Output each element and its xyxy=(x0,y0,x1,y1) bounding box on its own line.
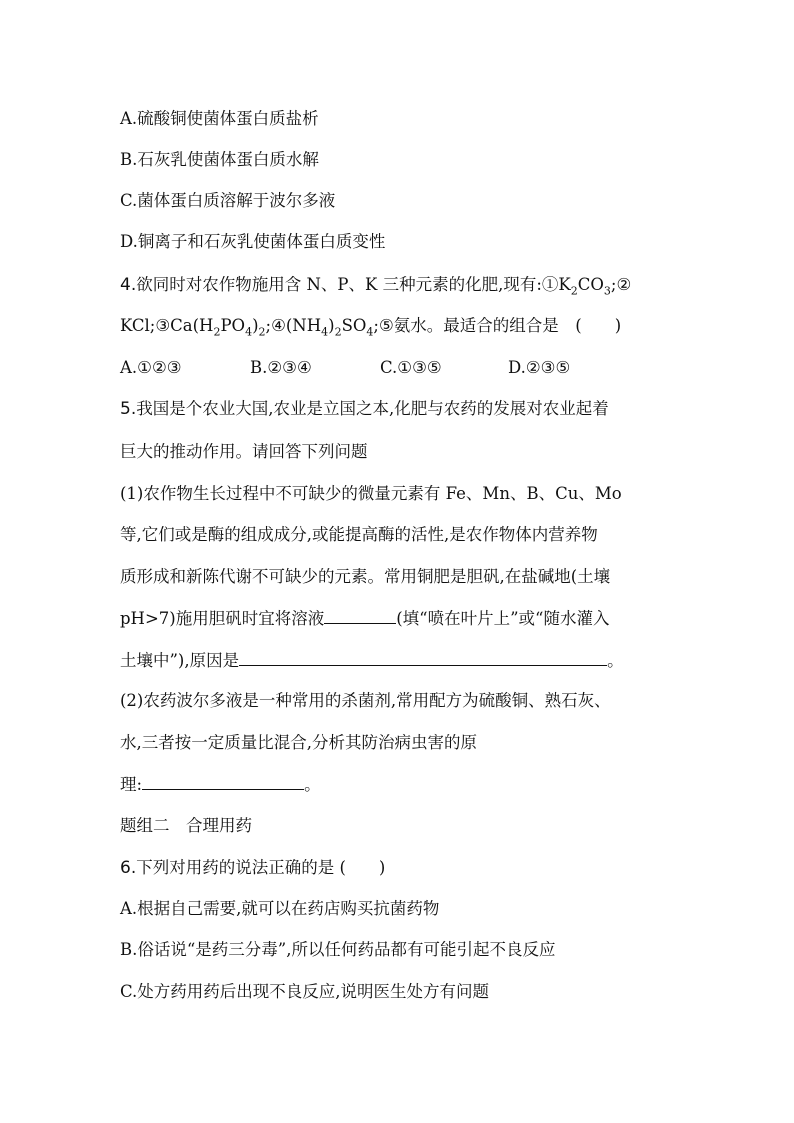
q4-stem-line2: $KCl;③Ca(H_2PO_4)_2;④(NH_4)_2SO_4;⑤$氨水。最适合的组合是 ( ) xyxy=(120,316,622,339)
q4-number: 4. xyxy=(120,275,137,295)
q4-options xyxy=(120,357,570,379)
q5-answer-blank-1[interactable] xyxy=(324,607,396,624)
section-title: 题组二 合理用药 xyxy=(120,816,252,835)
q5-part1-line3: 质形成和新陈代谢不可缺少的元素。常用铜肥是胆矾,在盐碱地(土壤 xyxy=(120,567,611,586)
q6-option-a: A.根据自己需要,就可以在药店购买抗菌药物 xyxy=(120,899,440,918)
q4-option-a: A.①②③ xyxy=(120,358,182,377)
q6-option-c: C.处方药用药后出现不良反应,说明医生处方有问题 xyxy=(120,982,490,1001)
q6-option-b: B.俗话说“是药三分毒”,所以任何药品都有可能引起不良反应 xyxy=(120,940,556,959)
q5-part2-line2: 水,三者按一定质量比混合,分析其防治病虫害的原 xyxy=(120,733,477,752)
q5-part1-line5: 土壤中”),原因是 。 xyxy=(120,651,624,670)
q5-answer-blank-2[interactable] xyxy=(239,649,607,666)
q3-option-d: D.铜离子和石灰乳使菌体蛋白质变性 xyxy=(120,232,386,251)
q4-option-c: C.①③⑤ xyxy=(380,358,442,377)
q5-part1-line2: 等,它们或是酶的组成成分,或能提高酶的活性,是农作物体内营养物 xyxy=(120,525,598,544)
q6-number: 6. xyxy=(120,858,137,878)
q4-option-b: B.②③④ xyxy=(250,358,312,377)
q5-part2-line1: (2)农药波尔多液是一种常用的杀菌剂,常用配方为硫酸铜、熟石灰、 xyxy=(120,691,611,710)
q5-answer-blank-3[interactable] xyxy=(142,773,304,790)
q6-stem: 6.下列对用药的说法正确的是 ( ) xyxy=(120,858,386,878)
q3-option-c: C.菌体蛋白质溶解于波尔多液 xyxy=(120,191,336,210)
q3-option-b: B.石灰乳使菌体蛋白质水解 xyxy=(120,150,319,169)
q4-option-d: D.②③⑤ xyxy=(508,358,571,377)
q5-stem-line2: 巨大的推动作用。请回答下列问题 xyxy=(120,442,368,461)
q5-part1-line4: pH>7)施用胆矾时宜将溶液 (填“喷在叶片上”或“随水灌入 xyxy=(120,609,610,628)
q5-number: 5. xyxy=(120,399,137,419)
q5-part2-line3: 理: 。 xyxy=(120,775,321,794)
q5-part1-line1: (1)农作物生长过程中不可缺少的微量元素有 Fe、Mn、B、Cu、Mo xyxy=(120,484,622,503)
q3-option-a: A.硫酸铜使菌体蛋白质盐析 xyxy=(120,109,319,128)
q4-stem-line1: 4.欲同时对农作物施用含 N、P、K 三种元素的化肥,现有$:①K_2CO_3;②$ xyxy=(120,275,632,298)
q5-stem-line1: 5.我国是个农业大国,农业是立国之本,化肥与农药的发展对农业起着 xyxy=(120,399,609,419)
